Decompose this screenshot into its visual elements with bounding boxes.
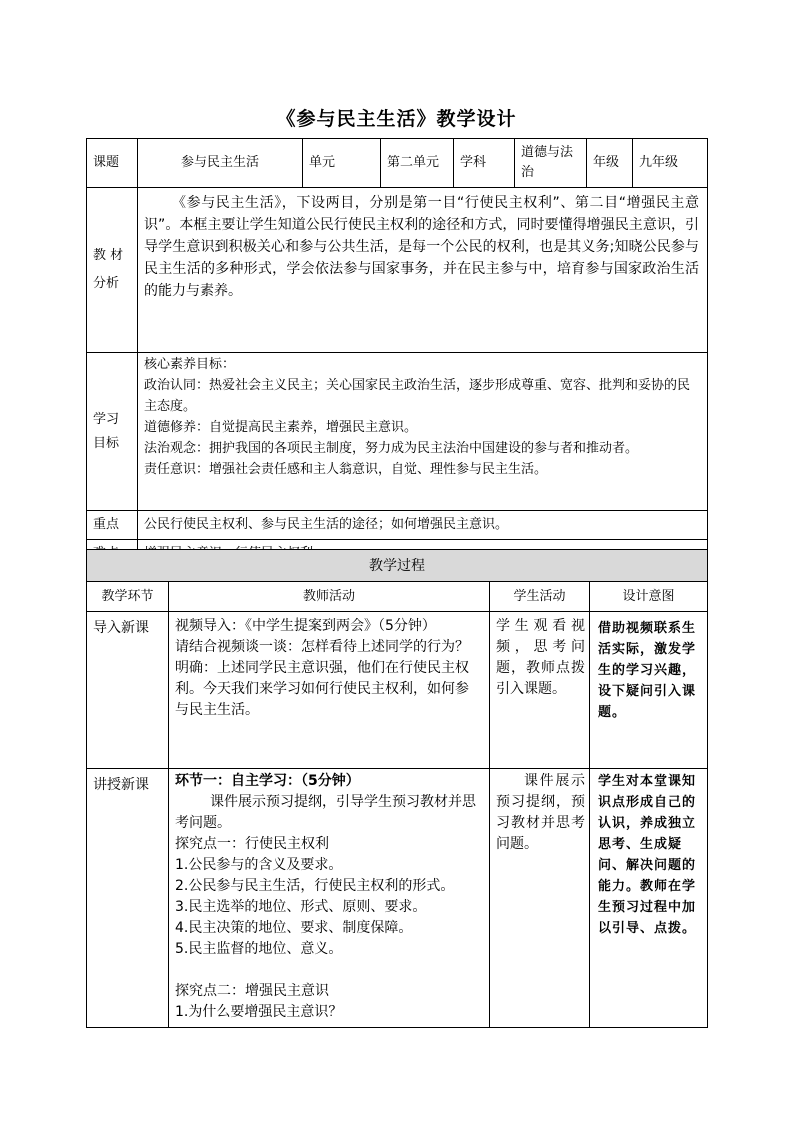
- lesson-teacher-line: 1.为什么要增强民主意识？: [175, 1004, 343, 1020]
- intro-design-intent: 借助视频联系生活实际，激发学生的学习兴趣，设下疑问引入课题。: [590, 612, 708, 769]
- lesson-teacher-spacer: [175, 960, 481, 981]
- unit-label: 单元: [303, 139, 381, 188]
- goals-heading: 核心素养目标：: [144, 357, 236, 372]
- lesson-teacher-line: 探究点二：增强民主意识: [175, 983, 329, 999]
- lesson-teacher-line: 5.民主监督的地位、意义。: [175, 941, 343, 957]
- lesson-design-intent: 学生对本堂课知识点形成自己的认识，养成独立思考、生成疑问、解决问题的能力。教师在学生预习过程中加以引导、点拨。: [590, 769, 708, 1028]
- material-label-line1: 教 材: [93, 248, 124, 263]
- goals-label: [87, 353, 138, 511]
- lesson-teacher-line: 2.公民参与民主生活，行使民主权利的形式。: [175, 878, 455, 894]
- intro-teacher-line: 明确：上述同学民主意识强，他们在行使民主权利。今天我们来学习如何行使民主权利，如何参与民主生活。: [175, 660, 469, 718]
- stage-new-lesson: 讲授新课: [87, 769, 169, 1028]
- key-point-text: 公民行使民主权利、参与民主生活的途径；如何增强民主意识。: [138, 511, 708, 540]
- intro-teacher-activity: [169, 612, 490, 769]
- goals-label-line1: 学习: [93, 411, 120, 427]
- subject-value: 道德与法治: [515, 139, 587, 188]
- document-title: 《参与民主生活》教学设计: [276, 108, 517, 130]
- lesson-teacher-line: 3.民主选举的地位、形式、原则、要求。: [175, 899, 427, 915]
- key-point-label: 重点: [87, 511, 138, 540]
- topic-label: 课题: [87, 139, 138, 188]
- goal-responsibility: 责任意识：增强社会责任感和主人翁意识，自觉、理性参与民主生活。: [144, 462, 548, 477]
- goal-moral: 道德修养：自觉提高民主素养，增强民主意识。: [144, 420, 418, 435]
- lesson-student-activity: 课件展示预习提纲，预习教材并思考问题。: [490, 769, 590, 1028]
- lesson-step-heading: 环节一：自主学习：（5分钟）: [175, 773, 360, 789]
- material-label: [87, 188, 138, 353]
- lesson-teacher-line: 1.公民参与的含义及要求。: [175, 857, 343, 873]
- material-label-line2: 分析: [93, 276, 120, 291]
- info-table: [86, 138, 708, 569]
- grade-value: 九年级: [633, 139, 708, 188]
- lesson-teacher-line: 课件展示预习提纲，引导学生预习教材并思考问题。: [175, 794, 476, 831]
- topic-value: 参与民主生活: [138, 139, 303, 188]
- lesson-teacher-activity: [169, 769, 490, 1028]
- intro-teacher-line: 请结合视频谈一谈：怎样看待上述同学的行为？: [175, 639, 469, 655]
- goals-content: [138, 353, 708, 511]
- header-teacher: 教师活动: [169, 582, 490, 612]
- goals-label-line2: 目标: [93, 435, 120, 451]
- header-intent: 设计意图: [590, 582, 708, 612]
- header-student: 学生活动: [490, 582, 590, 612]
- intro-student-activity: 学生观看视频，思考问题，教师点拨引入课题。: [490, 612, 590, 769]
- grade-label: 年级: [587, 139, 633, 188]
- goal-legal: 法治观念：拥护我国的各项民主制度，努力成为民主法治中国建设的参与者和推动者。: [144, 441, 639, 456]
- lesson-teacher-line: 探究点一：行使民主权利: [175, 836, 329, 852]
- goal-political: 政治认同：热爱社会主义民主；关心国家民主政治生活，逐步形成尊重、宽容、批判和妥协的民主态度。: [144, 378, 691, 414]
- process-table: [86, 549, 708, 1028]
- lesson-teacher-line: 4.民主决策的地位、要求、制度保障。: [175, 920, 413, 936]
- subject-label: 学科: [454, 139, 515, 188]
- intro-teacher-line: 视频导入：《中学生提案到两会》（5分钟）: [175, 618, 436, 634]
- unit-value: 第二单元: [381, 139, 454, 188]
- material-text: 《参与民主生活》，下设两目，分别是第一目“行使民主权利”、第二目“增强民主意识”。本框主要让学生知道公民行使民主权利的途径和方式，同时要懂得增强民主意识，引导学生意识到积极关心和参与公共生活，是每一个公民的权利，也是其义务;知晓公民参与民主生活的多种形式，学会依法参与国家事务，并在民主参与中，培育参与国家政治生活的能力与素养。: [138, 188, 708, 353]
- header-stage: 教学环节: [87, 582, 169, 612]
- stage-intro: 导入新课: [87, 612, 169, 769]
- process-band-title: 教学过程: [87, 550, 708, 582]
